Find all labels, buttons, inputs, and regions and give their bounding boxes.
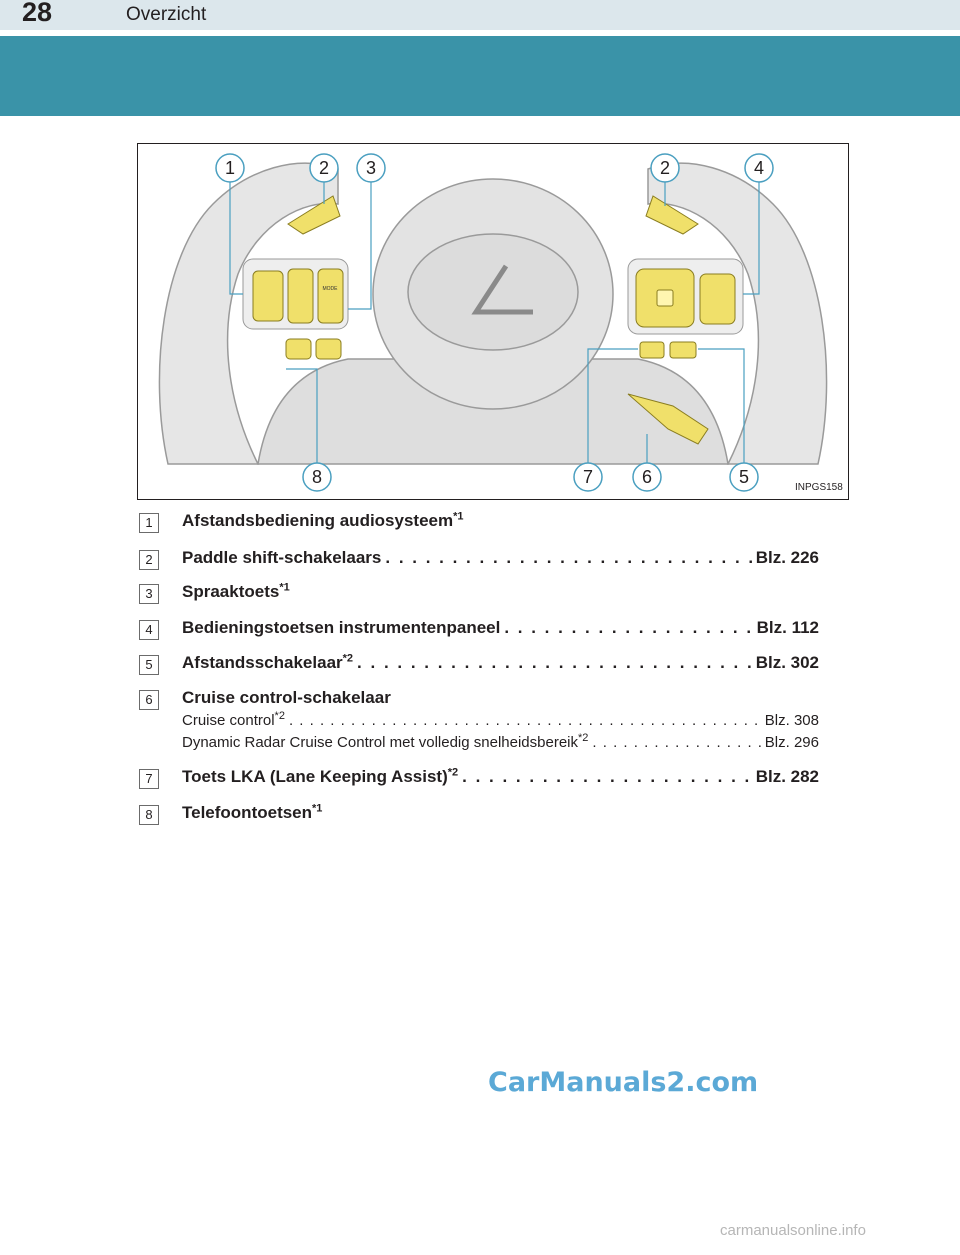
item-label: Telefoontoetsen [182, 803, 313, 822]
callout-2b: 2 [659, 158, 671, 178]
callout-4: 4 [753, 158, 765, 178]
mode-button-label: MODE [322, 286, 338, 292]
page-number: 28 [22, 0, 53, 27]
footnote-marker: *2 [447, 766, 459, 779]
sub-item [182, 712, 819, 729]
item-number: 5 [139, 655, 159, 675]
item-number: 1 [139, 513, 159, 533]
item-number: 2 [139, 550, 159, 570]
item-label: Afstandsbediening audiosysteem [182, 511, 454, 530]
page-reference[interactable]: Blz. 282 [755, 767, 819, 786]
footnote-marker: *2 [274, 710, 285, 722]
list-item [139, 688, 819, 758]
watermark-carmanualsonline: carmanualsonline.info [720, 1222, 866, 1239]
callout-5: 5 [738, 467, 750, 487]
sub-item-label: Dynamic Radar Cruise Control met volledig snelheidsbereik [182, 734, 579, 751]
steering-wheel-figure [137, 143, 849, 500]
item-label: Afstandsschakelaar [182, 653, 343, 672]
footnote-marker: *2 [342, 652, 354, 665]
item-label: Toets LKA (Lane Keeping Assist) [182, 767, 448, 786]
callout-7: 7 [582, 467, 594, 487]
page-reference[interactable]: Blz. 296 [764, 734, 819, 751]
footnote-marker: *1 [453, 510, 464, 523]
footnote-marker: *1 [312, 802, 323, 815]
steering-wheel-illustration [138, 144, 848, 499]
figure-code: INPGS158 [795, 482, 843, 493]
item-number: 6 [139, 690, 159, 710]
item-label: Bedieningstoetsen instrumentenpaneel [182, 618, 501, 637]
sub-item [182, 734, 819, 751]
page-reference[interactable]: Blz. 308 [764, 712, 819, 729]
page-reference[interactable]: Blz. 302 [755, 653, 819, 672]
sub-item-label: Cruise control [182, 712, 275, 729]
callout-8: 8 [311, 467, 323, 487]
item-number: 4 [139, 620, 159, 640]
item-number: 7 [139, 769, 159, 789]
item-label: Spraaktoets [182, 582, 280, 601]
item-number: 8 [139, 805, 159, 825]
footnote-marker: *2 [578, 732, 589, 744]
page-reference[interactable]: Blz. 226 [755, 548, 819, 567]
page-reference[interactable]: Blz. 112 [756, 618, 819, 637]
footnote-marker: *1 [279, 581, 290, 594]
callout-2: 2 [318, 158, 330, 178]
callout-1: 1 [224, 158, 236, 178]
section-title: Overzicht [126, 4, 207, 25]
item-label: Cruise control-schakelaar [182, 688, 391, 707]
callout-3: 3 [365, 158, 377, 178]
item-number: 3 [139, 584, 159, 604]
section-banner [0, 36, 960, 116]
callout-6: 6 [641, 467, 653, 487]
watermark-carmanuals2: CarManuals2.com [488, 1067, 759, 1098]
item-label: Paddle shift-schakelaars [182, 548, 382, 567]
